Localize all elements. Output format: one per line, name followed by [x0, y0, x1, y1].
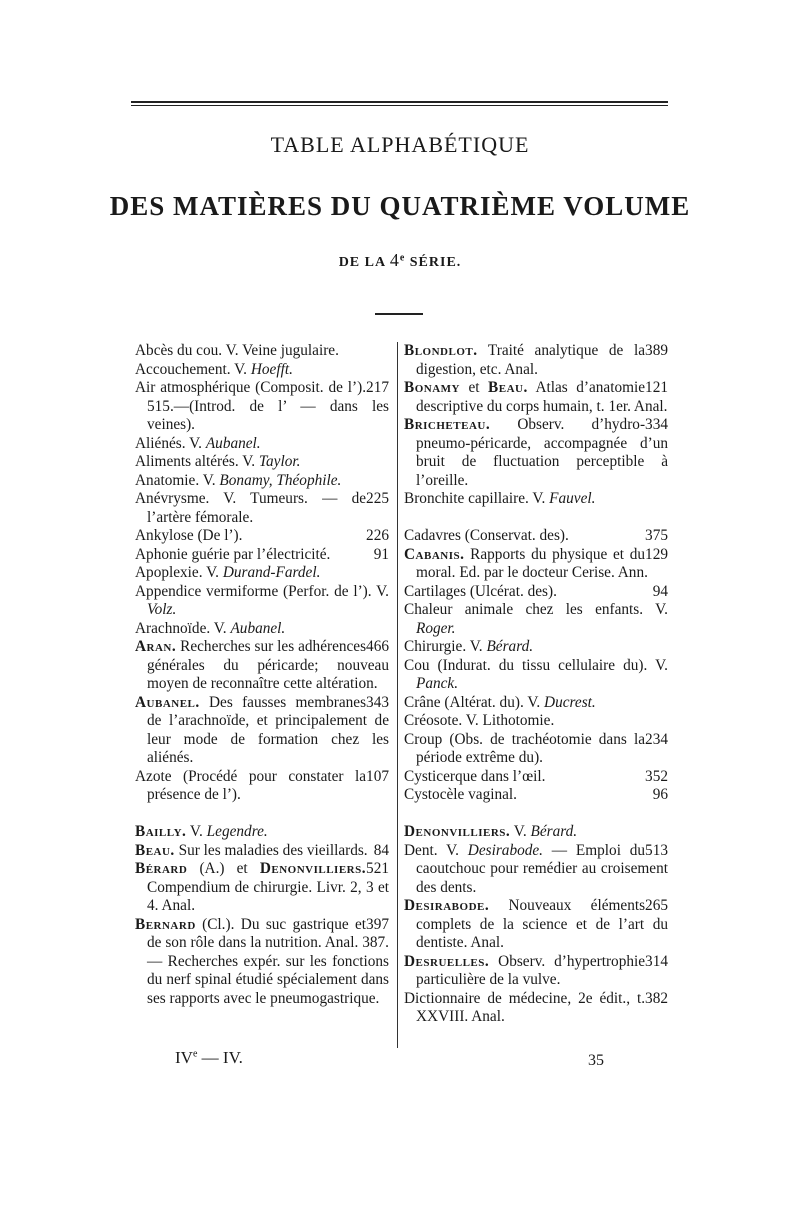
entry-text: Traité analytique de la digestion, etc. Anal.	[416, 342, 646, 378]
index-entry	[404, 953, 668, 990]
entry-text: Bronchite capillaire. V.	[404, 490, 550, 507]
entry-text: Anévrysme. V. Tumeurs. — de l’artère fémorale.	[135, 490, 367, 526]
entry-page: 343	[366, 693, 389, 711]
entry-page: 521	[366, 860, 389, 877]
index-entry	[135, 490, 389, 527]
entry-text: Arachnoïde. V.	[135, 619, 231, 637]
index-entry	[135, 860, 389, 916]
entry-text: Azote (Procédé pour constater la présence de l’).	[135, 767, 367, 803]
section-gap	[404, 805, 668, 824]
entry-text: Des fausses membranes de l’arachnoïde, et principalement de leur mode de formation chez les aliénés.	[147, 693, 389, 766]
entry-text: Croup (Obs. de trachéotomie dans la période extrême du).	[404, 730, 646, 766]
entry-italic: Taylor.	[258, 453, 301, 470]
entry-italic: Aubanel.	[230, 619, 286, 637]
entry-page: 94	[652, 582, 668, 600]
index-entry	[404, 768, 668, 787]
column-divider	[397, 342, 398, 1048]
entry-page: 225	[366, 490, 389, 507]
index-entry	[404, 990, 668, 1027]
entry-text: Air atmosphérique (Composit. de l’). 515.—(Introd. de l’ — dans les veines).	[135, 379, 389, 433]
signature-mark: IVe — IV.	[175, 1048, 243, 1067]
entry-page: 265	[645, 897, 668, 914]
entry-page: 334	[645, 416, 668, 433]
index-entry	[135, 620, 389, 639]
entry-sc: Bricheteau.	[404, 416, 491, 433]
entry-text: V.	[510, 823, 531, 840]
index-entry	[135, 527, 389, 546]
entry-text: Observ. d’hypertrophie particulière de la vulve.	[416, 952, 646, 988]
top-rule-thick	[131, 101, 668, 103]
entry-italic: Fauvel.	[549, 490, 596, 507]
entry-sc: Bernard	[135, 915, 196, 933]
section-gap	[404, 509, 668, 528]
entry-page: 234	[645, 730, 668, 748]
entry-text: Rapports du physique et du moral. Ed. par le docteur Cerise. Ann.	[416, 545, 648, 581]
entry-page: 382	[645, 989, 668, 1007]
entry-italic: Ducrest.	[544, 693, 596, 711]
entry-text: V.	[186, 823, 207, 840]
table-title: TABLE ALPHABÉTIQUE	[270, 132, 530, 157]
index-entry	[135, 842, 389, 861]
entry-page: 96	[652, 786, 668, 803]
entry-text: Anatomie. V.	[135, 471, 220, 489]
entry-page: 375	[645, 527, 668, 544]
entry-page: 314	[645, 952, 668, 970]
entry-italic: Bérard.	[530, 823, 578, 840]
entry-page: 226	[366, 527, 389, 544]
title-separator-rule	[375, 313, 423, 315]
index-entry	[404, 490, 668, 509]
entry-page: 513	[645, 841, 668, 859]
index-entry	[404, 527, 668, 546]
entry-text: Cysticerque dans l’œil.	[404, 767, 546, 785]
top-rule-thin	[131, 105, 668, 106]
entry-sc2: Beau.	[488, 379, 528, 396]
index-left-column	[135, 342, 389, 1008]
entry-text: Aphonie guérie par l’électricité.	[135, 545, 331, 563]
entry-text: Chirurgie. V.	[404, 638, 487, 655]
index-entry	[135, 638, 389, 694]
entry-sc: Bonamy	[404, 379, 460, 396]
index-entry	[404, 546, 668, 583]
index-entry	[404, 712, 668, 731]
entry-text: Accouchement. V.	[135, 360, 251, 378]
entry-text: Dent. V.	[404, 841, 468, 859]
entry-page: 84	[373, 841, 389, 859]
entry-page: 91	[373, 545, 389, 563]
index-entry	[404, 638, 668, 657]
table-subtitle: DES MATIÈRES DU QUATRIÈME VOLUME	[109, 191, 691, 221]
entry-text: Cartilages (Ulcérat. des).	[404, 582, 557, 600]
entry-text: Abcès du cou. V. Veine jugulaire.	[135, 342, 339, 359]
entry-italic: Hoefft.	[250, 360, 293, 378]
entry-text: Aliénés. V.	[135, 434, 206, 452]
entry-text: Cadavres (Conservat. des).	[404, 527, 569, 544]
entry-text: Sur les maladies des vieillards.	[174, 841, 368, 859]
entry-page: 397	[366, 915, 389, 933]
index-entry	[404, 786, 668, 805]
index-entry	[404, 416, 668, 490]
section-gap	[135, 805, 389, 824]
index-entry	[135, 583, 389, 620]
entry-page: 352	[645, 767, 668, 785]
index-right-column	[404, 342, 668, 1027]
entry-italic: Bérard.	[486, 638, 534, 655]
index-entry	[404, 694, 668, 713]
entry-page: 217	[366, 379, 389, 396]
entry-text: (Cl.). Du suc gastrique et de son rôle dans la nutrition. Anal. 387. — Recherches expér. sur les fonctions du nerf spinal étudié spécialement dans ses rapports avec le pneumogastrique.	[147, 915, 389, 1007]
index-entry	[135, 379, 389, 435]
entry-text: Créosote. V. Lithotomie.	[404, 712, 555, 729]
entry-text: Aliments altérés. V.	[135, 453, 259, 470]
index-entry	[404, 379, 668, 416]
entry-text: (A.) et	[187, 860, 260, 877]
entry-text: Cou (Indurat. du tissu cellulaire du). V.	[404, 656, 668, 674]
index-entry	[404, 823, 668, 842]
entry-text: Observ. d’hydro-pneumo-péricarde, accompagnée d’un bruit de fluctuation perceptible à l’oreille.	[416, 416, 668, 489]
entry-sc: Aran.	[135, 638, 177, 655]
entry-page: 466	[366, 638, 389, 655]
entry-text2: Compendium de chirurgie. Livr. 2, 3 et 4. Anal.	[147, 878, 389, 914]
index-entry	[135, 564, 389, 583]
entry-sc: Desirabode.	[404, 897, 490, 914]
entry-sc: Bérard	[135, 860, 188, 877]
entry-sc: Aubanel.	[135, 693, 200, 711]
entry-page: 107	[366, 767, 389, 785]
entry-italic: Panck.	[416, 675, 459, 692]
entry-sc: Desruelles.	[404, 952, 490, 970]
entry-text: Nouveaux éléments complets de la science et de l’art du dentiste. Anal.	[416, 897, 668, 951]
entry-italic: Legendre.	[206, 823, 268, 840]
index-entry	[135, 453, 389, 472]
entry-italic: Desirabode.	[467, 841, 543, 859]
index-entry	[135, 823, 389, 842]
entry-text: Crâne (Altérat. du). V.	[404, 693, 545, 711]
entry-sc: Cabanis.	[404, 545, 465, 563]
index-entry	[404, 583, 668, 602]
entry-text: et	[459, 379, 489, 396]
index-entry	[135, 472, 389, 491]
entry-sc: Blondlot.	[404, 342, 478, 359]
entry-text2: Atlas d’anatomie descriptive du corps humain, t. 1er. Anal.	[416, 379, 668, 415]
entry-italic: Volz.	[147, 601, 177, 618]
entry-sc: Denonvilliers.	[404, 823, 511, 840]
index-entry	[404, 342, 668, 379]
entry-italic: Durand-Fardel.	[222, 564, 321, 581]
entry-page: 129	[645, 545, 668, 563]
entry-text: Recherches sur les adhérences générales du péricarde; nouveau moyen de reconnaître cette altération.	[147, 638, 389, 692]
index-entry	[404, 731, 668, 768]
entry-text: Appendice vermiforme (Perfor. de l’). V.	[135, 582, 389, 600]
series-line: DE LA 4e SÉRIE.	[338, 250, 462, 270]
entry-text: Chaleur animale chez les enfants. V.	[404, 601, 668, 618]
index-entry	[135, 694, 389, 768]
entry-text: Apoplexie. V.	[135, 564, 223, 581]
index-entry	[135, 768, 389, 805]
entry-text: Ankylose (De l’).	[135, 527, 243, 544]
index-entry	[135, 361, 389, 380]
entry-italic: Roger.	[416, 619, 456, 637]
entry-sc: Beau.	[135, 841, 175, 859]
entry-text: Cystocèle vaginal.	[404, 786, 517, 803]
entry-page: 121	[645, 379, 668, 396]
entry-italic: Bonamy, Théophile.	[219, 471, 342, 489]
index-entry	[135, 342, 389, 361]
index-entry	[404, 601, 668, 638]
index-entry	[135, 435, 389, 454]
entry-sc2: Denonvilliers.	[259, 860, 367, 877]
sheet-number: 35	[588, 1052, 604, 1069]
index-entry	[135, 546, 389, 565]
index-entry	[404, 897, 668, 953]
entry-page: 389	[645, 342, 668, 359]
entry-sc: Bailly.	[135, 823, 187, 840]
entry-text2: — Emploi du caoutchouc pour remédier au croisement des dents.	[416, 841, 668, 896]
entry-text: Dictionnaire de médecine, 2e édit., t. XXVIII. Anal.	[404, 989, 646, 1025]
index-entry	[404, 657, 668, 694]
entry-italic: Aubanel.	[205, 434, 261, 452]
index-entry	[135, 916, 389, 1009]
index-entry	[404, 842, 668, 898]
